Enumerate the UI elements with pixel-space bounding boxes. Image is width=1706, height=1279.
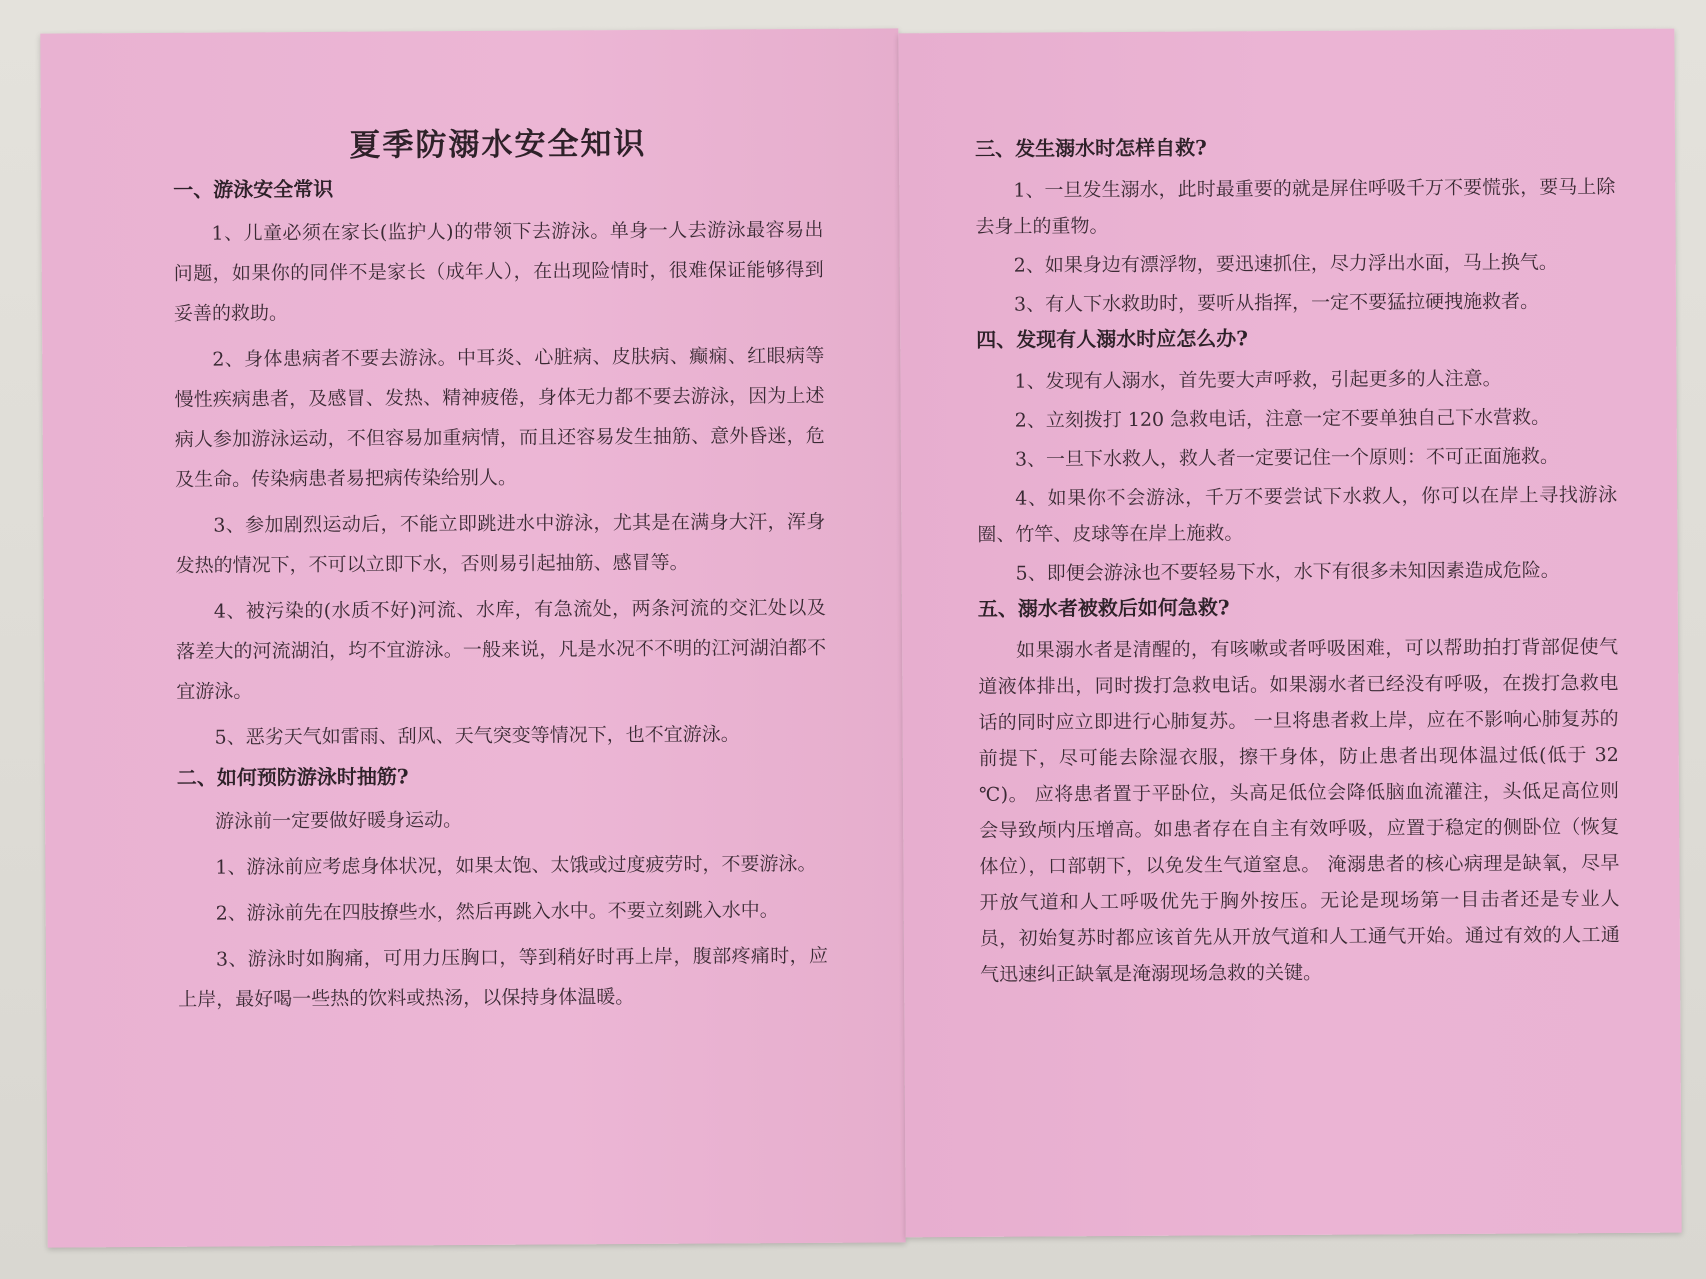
section-heading-swimming-safety: 一、游泳安全常识 xyxy=(173,176,334,202)
paragraph: 3、游泳时如胸痛，可用力压胸口，等到稍好时再上岸，腹部疼痛时，应上岸，最好喝一些热的饮料或热汤，以保持身体温暖。 xyxy=(178,944,829,1011)
document-title: 夏季防溺水安全知识 xyxy=(349,125,647,164)
paragraph: 1、发现有人溺水，首先要大声呼救，引起更多的人注意。 xyxy=(1014,367,1502,393)
right-page-content xyxy=(975,131,1620,996)
section-heading-rescue-others: 四、发现有人溺水时应怎么办? xyxy=(976,326,1248,352)
section-heading-prevent-cramps: 二、如何预防游泳时抽筋? xyxy=(176,764,409,790)
section-heading-self-rescue: 三、发生溺水时怎样自救? xyxy=(974,135,1207,161)
paragraph: 3、一旦下水救人，救人者一定要记住一个原则：不可正面施救。 xyxy=(1014,445,1560,471)
section-heading-first-aid: 五、溺水者被救后如何急救? xyxy=(977,595,1230,621)
paragraph: 游泳前一定要做好暖身运动。 xyxy=(215,809,463,833)
paragraph: 3、有人下水救助时，要听从指挥，一定不要猛拉硬拽施救者。 xyxy=(1013,290,1540,316)
paragraph: 1、游泳前应考虑身体状况，如果太饱、太饿或过度疲劳时，不要游泳。 xyxy=(215,852,817,879)
paragraph: 4、被污染的(水质不好)河流、水库，有急流处，两条河流的交汇处以及落差大的河流湖泊，均不宜游泳。一般来说，凡是水况不不明的江河湖泊都不宜游泳。 xyxy=(176,596,827,703)
right-page xyxy=(898,29,1681,1238)
paragraph: 5、恶劣天气如雷雨、刮风、天气突变等情况下，也不宜游泳。 xyxy=(214,723,740,749)
left-page xyxy=(40,28,905,1247)
paragraph: 1、一旦发生溺水，此时最重要的就是屏住呼吸千万不要慌张，要马上除去身上的重物。 xyxy=(975,176,1616,238)
paragraph: 2、如果身边有漂浮物，要迅速抓住，尽力浮出水面，马上换气。 xyxy=(1013,251,1558,277)
paragraph: 5、即便会游泳也不要轻易下水，水下有很多未知因素造成危险。 xyxy=(1015,559,1560,585)
left-page-content xyxy=(173,117,829,1026)
paragraph: 2、立刻拨打 120 急救电话，注意一定不要单独自己下水营救。 xyxy=(1014,406,1551,432)
paragraph: 4、如果你不会游泳，千万不要尝试下水救人，你可以在岸上寻找游泳圈、竹竿、皮球等在岸上施救。 xyxy=(977,483,1618,546)
paragraph: 3、参加剧烈运动后，不能立即跳进水中游泳，尤其是在满身大汗，浑身发热的情况下，不可以立即下水，否则易引起抽筋、感冒等。 xyxy=(175,510,826,577)
paragraph: 2、身体患病者不要去游泳。中耳炎、心脏病、皮肤病、癫痫、红眼病等慢性疾病患者，及感冒、发热、精神疲倦，身体无力都不要去游泳，因为上述病人参加游泳运动，不但容易加重病情，而且还容易发生抽筋、意外昏迷，危及生命。传染病患者易把病传染给别人。 xyxy=(174,344,825,491)
paragraph: 2、游泳前先在四肢撩些水，然后再跳入水中。不要立刻跳入水中。 xyxy=(215,899,779,925)
paragraph: 如果溺水者是清醒的，有咳嗽或者呼吸困难，可以帮助拍打背部促使气道液体排出，同时拨打急救电话。如果溺水者已经没有呼吸，在拨打急救电话的同时应立即进行心肺复苏。 一旦将患者救上岸，应在不影响心肺复苏的前提下，尽可能去除湿衣服，擦干身体，防止患者出现体温过低(低于 32 ℃)。 应将患者置于平卧位，头高足低位会降低脑血流灌注，头低足高位则会导致颅内压增高。如患者存在自主有效呼吸，应置于稳定的侧卧位（恢复体位），口部朝下，以免发生气道窒息。 淹溺患者的核心病理是缺氧，尽早开放气道和人工呼吸优先于胸外按压。无论是现场第一目击者还是专业人员，初始复苏时都应该首先从开放气道和人工通气开始。通过有效的人工通气迅速纠正缺氧是淹溺现场急救的关键。 xyxy=(978,635,1620,986)
paragraph: 1、儿童必须在家长(监护人)的带领下去游泳。单身一人去游泳最容易出问题，如果你的同伴不是家长（成年人），在出现险情时，很难保证能够得到妥善的救助。 xyxy=(173,218,824,325)
